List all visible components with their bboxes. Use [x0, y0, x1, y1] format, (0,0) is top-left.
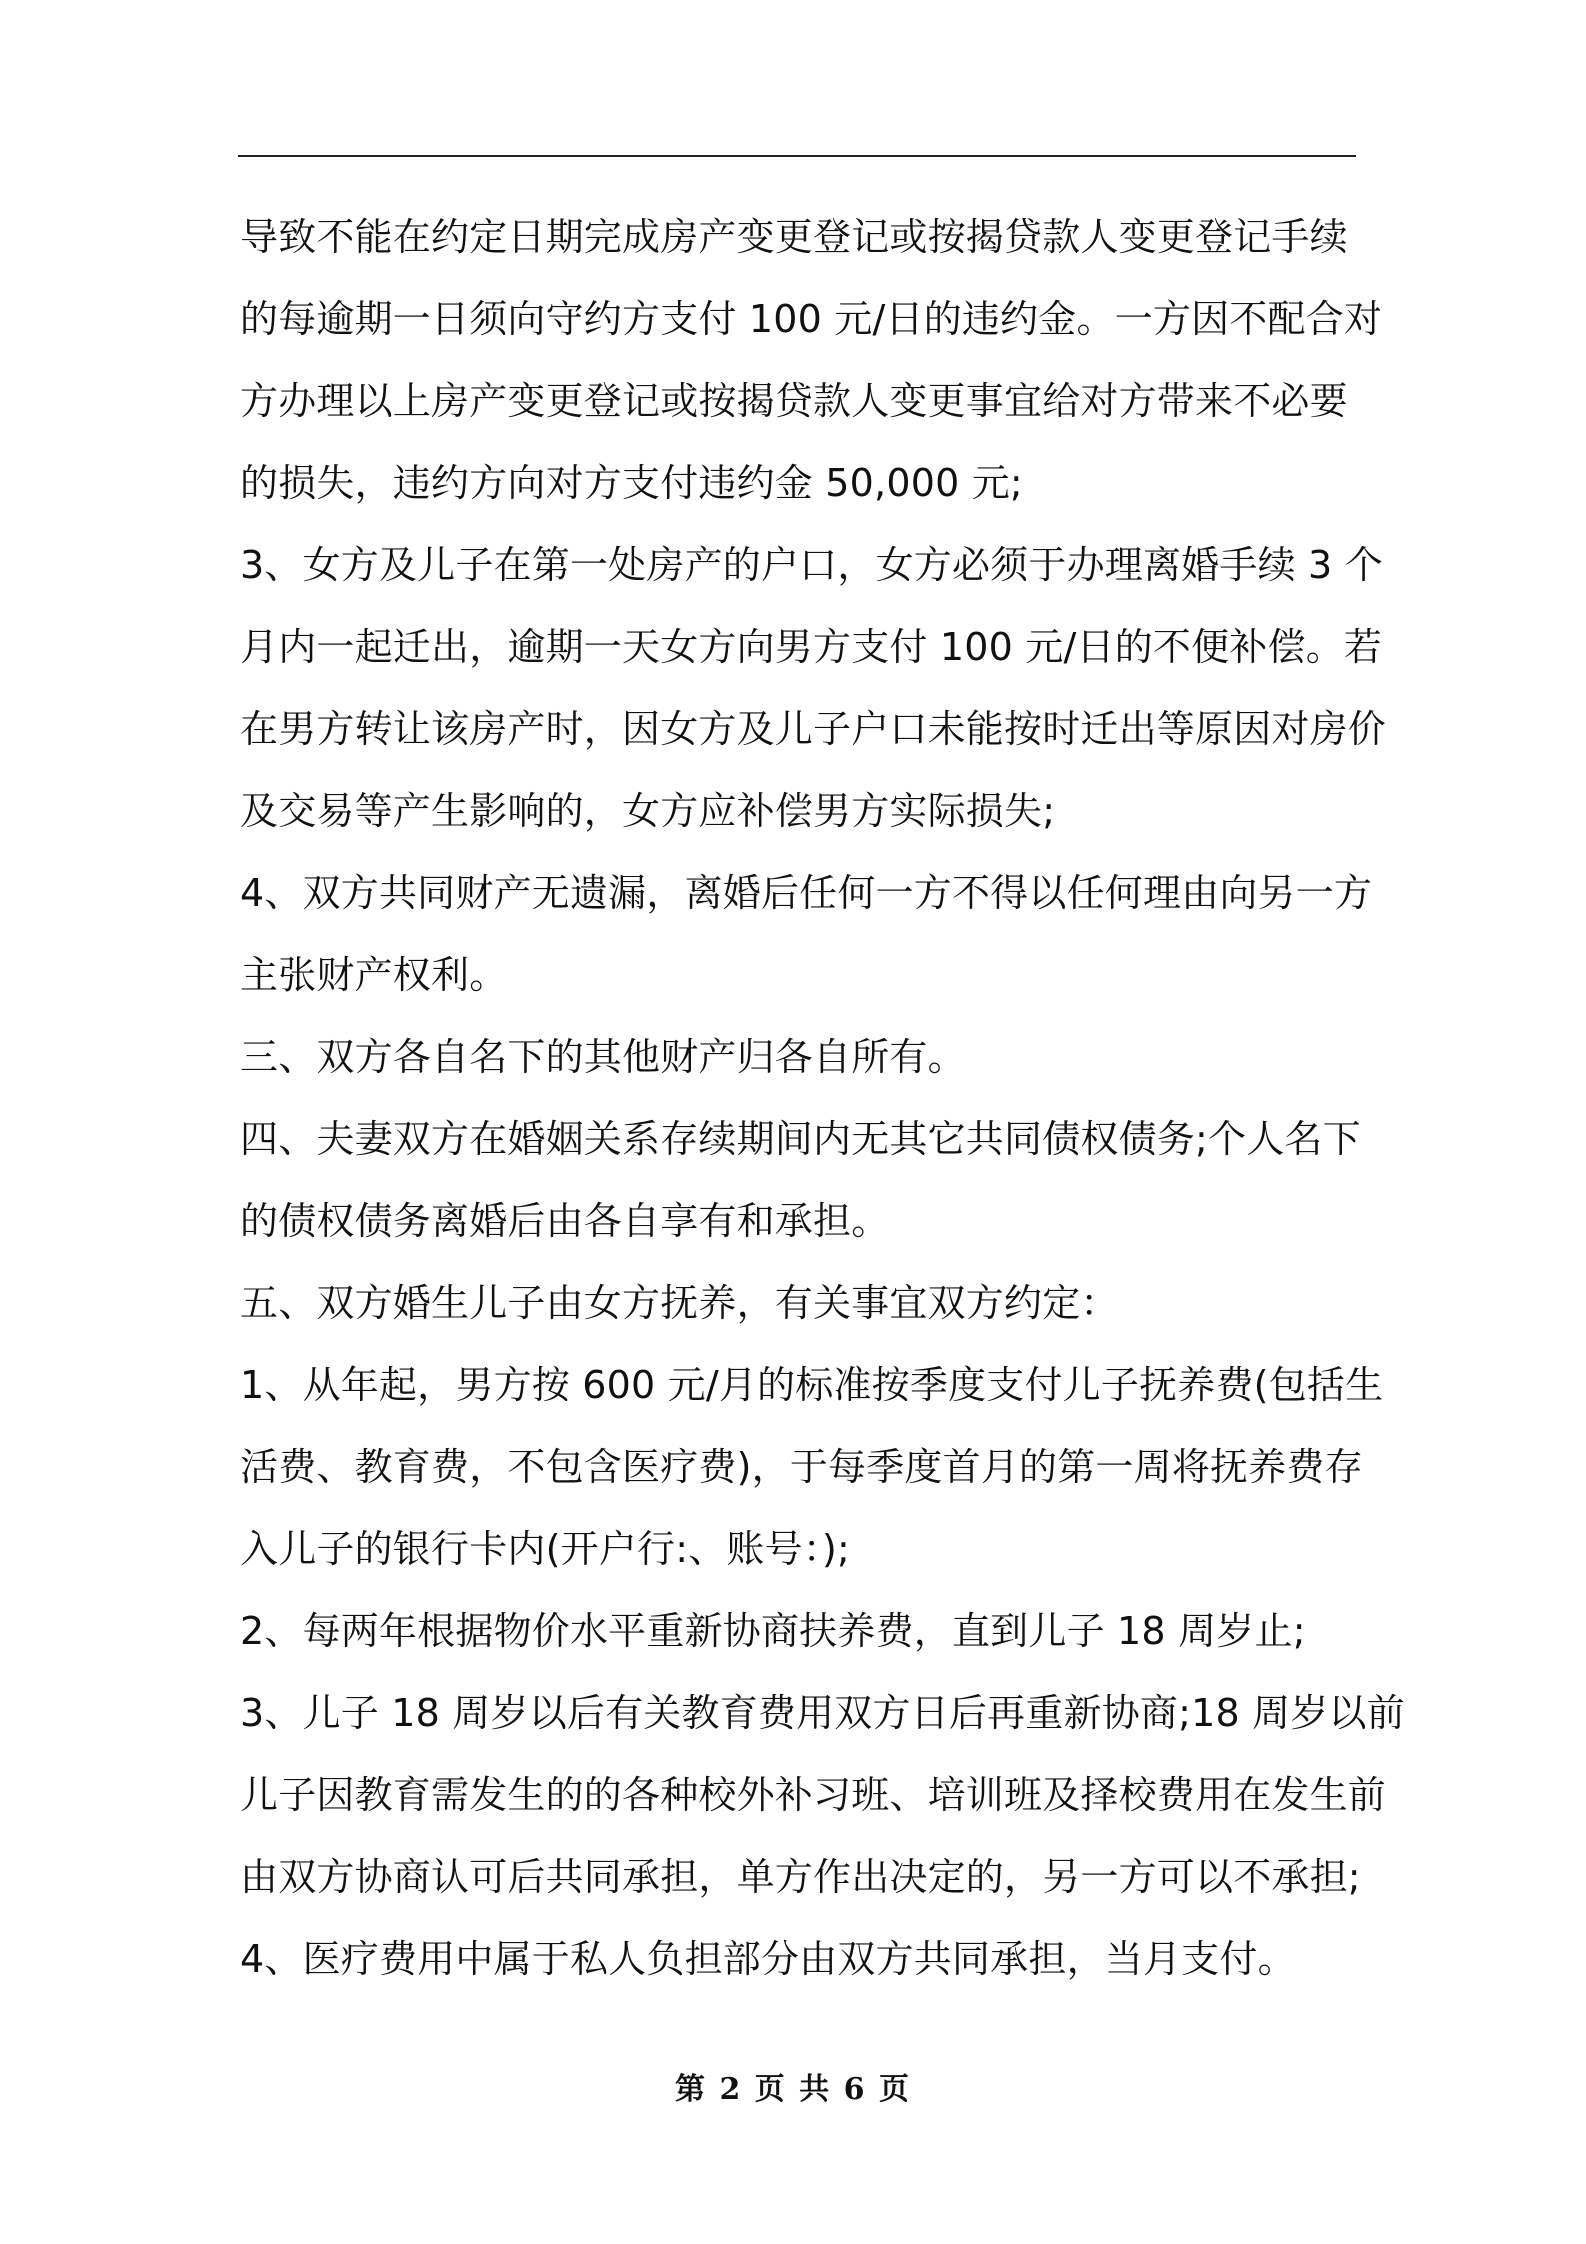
text-line: 的每逾期一日须向守约方支付 100 元/日的违约金。一方因不配合对 — [240, 297, 1383, 341]
text-line: 的债权债务离婚后由各自享有和承担。 — [240, 1199, 890, 1243]
text-line: 由双方协商认可后共同承担，单方作出决定的，另一方可以不承担; — [240, 1855, 1361, 1899]
text-line: 活费、教育费，不包含医疗费)，于每季度首月的第一周将抚养费存 — [240, 1445, 1363, 1489]
text-line: 方办理以上房产变更登记或按揭贷款人变更事宜给对方带来不必要 — [240, 379, 1348, 423]
text-line: 四、夫妻双方在婚姻关系存续期间内无其它共同债权债务;个人名下 — [240, 1117, 1361, 1161]
text-line: 的损失，违约方向对方支付违约金 50,000 元; — [240, 461, 1023, 505]
text-line: 入儿子的银行卡内(开户行:、账号：); — [240, 1527, 851, 1571]
text-line: 1、从年起，男方按 600 元/月的标准按季度支付儿子抚养费(包括生 — [240, 1363, 1384, 1407]
text-line: 导致不能在约定日期完成房产变更登记或按揭贷款人变更登记手续 — [240, 215, 1348, 259]
text-line: 2、每两年根据物价水平重新协商扶养费，直到儿子 18 周岁止; — [240, 1609, 1306, 1653]
text-line: 五、双方婚生儿子由女方抚养，有关事宜双方约定： — [240, 1281, 1119, 1325]
text-line: 3、儿子 18 周岁以后有关教育费用双方日后再重新协商;18 周岁以前 — [240, 1691, 1405, 1735]
text-line: 及交易等产生影响的，女方应补偿男方实际损失; — [240, 789, 1056, 833]
text-line: 4、双方共同财产无遗漏，离婚后任何一方不得以任何理由向另一方 — [240, 871, 1373, 915]
text-line: 3、女方及儿子在第一处房产的户口，女方必须于办理离婚手续 3 个 — [240, 543, 1383, 587]
header-rule — [238, 155, 1356, 157]
document-body — [240, 196, 1405, 2000]
text-line: 儿子因教育需发生的的各种校外补习班、培训班及择校费用在发生前 — [240, 1773, 1387, 1817]
text-line: 在男方转让该房产时，因女方及儿子户口未能按时迁出等原因对房价 — [240, 707, 1387, 751]
text-line: 三、双方各自名下的其他财产归各自所有。 — [240, 1035, 966, 1079]
text-line: 4、医疗费用中属于私人负担部分由双方共同承担，当月支付。 — [240, 1937, 1296, 1981]
page-number-footer: 第 2 页 共 6 页 — [675, 2072, 911, 2107]
text-line: 主张财产权利。 — [240, 953, 508, 997]
text-line: 月内一起迁出，逾期一天女方向男方支付 100 元/日的不便补偿。若 — [240, 625, 1383, 669]
